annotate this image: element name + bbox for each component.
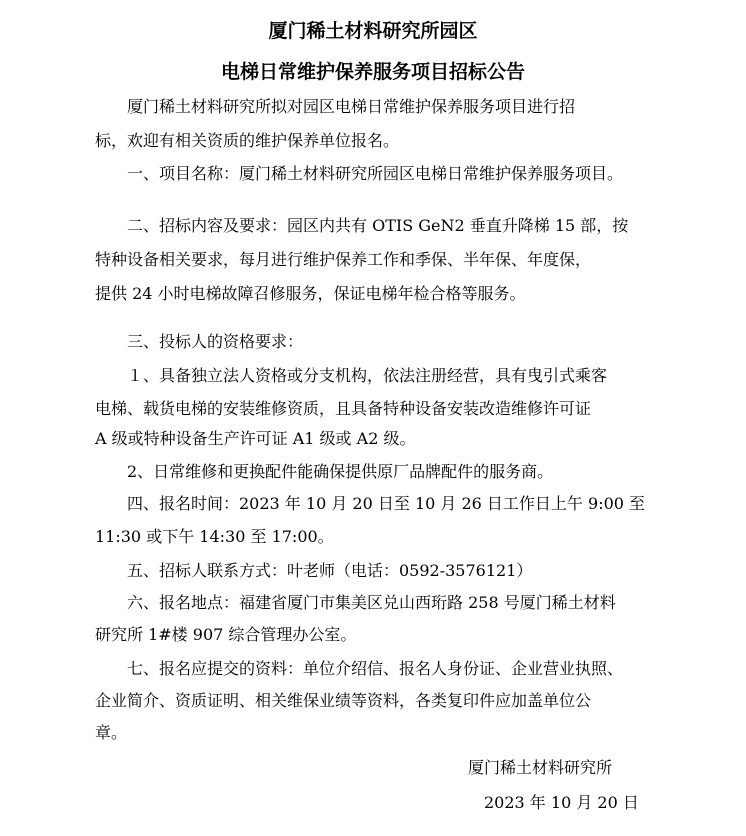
section7-line-2: 企业简介、资质证明、相关维保业绩等资料，各类复印件应加盖单位公 [95, 691, 592, 710]
signature-organization: 厦门稀土材料研究所 [468, 758, 613, 777]
intro-line-2: 标，欢迎有相关资质的维护保养单位报名。 [95, 131, 400, 150]
section4-line-1: 四、报名时间：2023 年 10 月 20 日至 10 月 26 日工作日上午 9:00 至 [95, 494, 646, 513]
title-line-1: 厦门稀土材料研究所园区 [268, 20, 478, 42]
section7-line-1: 七、报名应提交的资料：单位介绍信、报名人身份证、企业营业执照、 [95, 659, 624, 678]
section3-line-2: １、具备独立法人资格或分支机构，依法注册经营，具有曳引式乘客 [95, 366, 608, 385]
intro-line-1: 厦门稀土材料研究所拟对园区电梯日常维护保养服务项目进行招 [95, 97, 576, 116]
section7-line-3: 章。 [95, 723, 128, 742]
section4-line-2: 11:30 或下午 14:30 至 17:00。 [95, 527, 334, 546]
section5-line-1: 五、招标人联系方式：叶老师（电话：0592-3576121） [95, 561, 533, 580]
section2-line-3: 提供 24 小时电梯故障召修服务，保证电梯年检合格等服务。 [95, 284, 526, 303]
section3-line-5: 2、日常维修和更换配件能确保提供原厂品牌配件的服务商。 [95, 462, 554, 481]
signature-date: 2023 年 10 月 20 日 [484, 793, 639, 812]
section6-line-1: 六、报名地点：福建省厦门市集美区兑山西珩路 258 号厦门稀土材料 [95, 593, 616, 612]
section3-line-4: A 级或特种设备生产许可证 A1 级或 A2 级。 [95, 429, 416, 448]
section2-line-1: 二、招标内容及要求：园区内共有 OTIS GeN2 垂直升降梯 15 部，按 [95, 216, 629, 235]
section6-line-2: 研究所 1#楼 907 综合管理办公室。 [95, 625, 357, 644]
section1-line-1: 一、项目名称：厦门稀土材料研究所园区电梯日常维护保养服务项目。 [95, 164, 624, 183]
section3-line-1: 三、投标人的资格要求： [95, 332, 304, 351]
section2-line-2: 特种设备相关要求，每月进行维护保养工作和季保、半年保、年度保， [95, 250, 592, 269]
section3-line-3: 电梯、载货电梯的安装维修资质，且具备特种设备安装改造维修许可证 [95, 399, 592, 418]
title-line-2: 电梯日常维护保养服务项目招标公告 [220, 61, 525, 83]
